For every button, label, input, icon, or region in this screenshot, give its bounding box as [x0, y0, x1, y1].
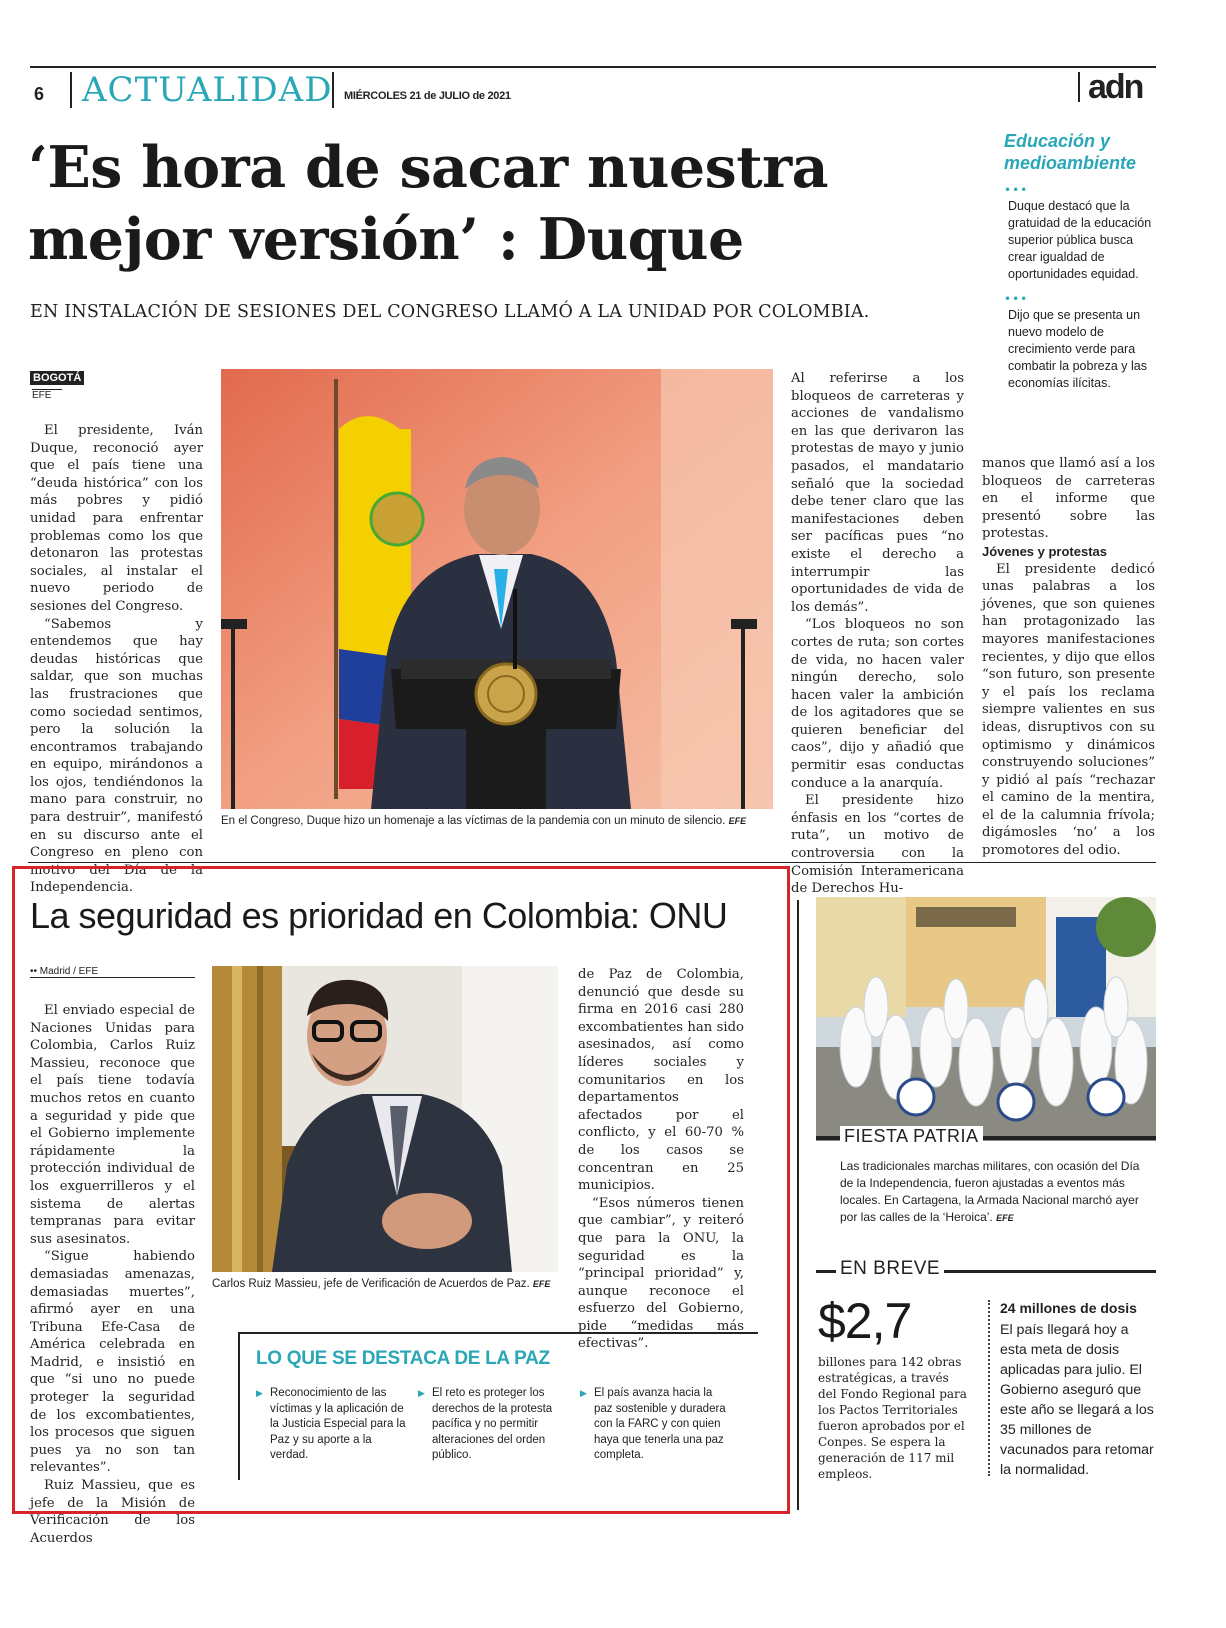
section-title: ACTUALIDAD: [82, 70, 333, 110]
main-article-col-3: [982, 455, 1155, 860]
box-title: LO QUE SE DESTACA DE LA PAZ: [256, 1348, 550, 1369]
triangle-bullet-icon: ▶: [580, 1388, 587, 1398]
bullet-dots-icon: •••: [1004, 183, 1029, 197]
fiesta-photo-illustration: [816, 897, 1156, 1141]
paragraph: de Paz de Colombia, denunció que desde su firma en 2016 casi 280 excombatientes han sido asesinados, así como líderes sociales y comunitarios en los departamentos afectados por el conflicto, y el 60-70 % de los casos se concentran en 25 municipios.: [578, 967, 744, 1194]
sidebar-title: [1004, 130, 1160, 174]
sidebar-item: Dijo que se presenta un nuevo modelo de crecimiento verde para combatir la pobreza y las economías ilícitas.: [1008, 308, 1147, 390]
paragraph: El presidente hizo énfasis en los “cortes de ruta”, un motivo de controversia con la Comisión Interamericana de Derechos Hu-: [791, 793, 964, 897]
headline-line-1: ‘Es hora de sacar nuestra: [28, 134, 829, 201]
fiesta-photo: [816, 897, 1156, 1141]
paragraph: “Sabemos y entendemos que hay deudas históricas que saldar, que son muchas las frustraciones que como sociedad sentimos, pero la solución la encontramos trabajando en equipo, mirándonos a los ojos, tendiéndonos la mano para construir, no para destruir”, manifestó en su discurso ante el Congreso en pleno con motivo del Día de la Independencia.: [30, 616, 203, 896]
section-rule: [28, 862, 1156, 863]
fiesta-caption: [840, 1158, 1140, 1227]
main-article-col-1: [30, 422, 203, 897]
divider: [1078, 72, 1080, 102]
photo-credit: EFE: [996, 1213, 1014, 1223]
sidebar-title-line-1: Educación y: [1004, 131, 1111, 151]
box-item-text: Reconocimiento de las víctimas y la aplicación de la Justicia Especial para la Paz y su aporte a la verdad.: [270, 1387, 406, 1461]
fiesta-label: FIESTA PATRIA: [840, 1126, 983, 1147]
main-article-col-2: [791, 370, 964, 898]
onu-dateline-text: Madrid / EFE: [39, 966, 99, 977]
top-rule: [30, 66, 1156, 68]
paragraph: El presidente dedicó unas palabras a los jóvenes, que son quienes han protagonizado las mayores manifestaciones recientes, y dijo que ellos “son futuro, son presente y el país los reclama siempre valientes en sus ideas, disruptivos con su optimismo y dinámicos construyendo soluciones” y pidió al país “rechazar el camino de la mentira, el de la calumnia frívola; digámosles ‘no’ a los promotores del odio.: [982, 561, 1155, 859]
onu-col-2: [578, 966, 744, 1353]
breve-right-title: 24 millones de dosis: [1000, 1300, 1137, 1316]
box-item-text: El país avanza hacia la paz sostenible y duradera con la FARC y con quien haya que tenerla una paz completa.: [594, 1387, 726, 1461]
headline-line-2: mejor versión’ : Duque: [28, 206, 744, 273]
paragraph: El enviado especial de Naciones Unidas para Colombia, Carlos Ruiz Massieu, reconoce que el país tiene todavía muchos retos en cuanto a seguridad y pide que el Gobierno implemente rápidamente la protección individual de los exguerrilleros y el sistema de alertas tempranas para evitar sus asesinatos.: [30, 1003, 195, 1247]
paragraph: “Sigue habiendo demasiadas amenazas, demasiadas muertes”, afirmó ayer en una Tribuna Efe-Casa de América celebrada en Madrid, e insistió en que “si uno no puede proteger la seguridad de los excombatientes, los procesos que siguen pues ya no son tan relevantes”.: [30, 1249, 195, 1476]
onu-headline: La seguridad es prioridad en Colombia: ONU: [30, 895, 728, 936]
agency-label: EFE: [32, 389, 62, 401]
big-number: $2,7: [818, 1293, 912, 1349]
onu-dateline: [30, 966, 195, 978]
box-item: [580, 1386, 730, 1464]
main-subhead: EN INSTALACIÓN DE SESIONES DEL CONGRESO LLAMÓ A LA UNIDAD POR COLOMBIA.: [30, 302, 870, 322]
paragraph: “Esos números tienen que cambiar”, y reiteró que para la ONU, la seguridad es la “principal prioridad” y, aunque reconoce el esfuerzo del Gobierno, pide “medidas más efectivas”.: [578, 1195, 744, 1352]
massieu-photo-illustration: [212, 966, 558, 1272]
box-item: [418, 1386, 568, 1464]
caption-text: Las tradicionales marchas militares, con ocasión del Día de la Independencia, fueron ajustadas a eventos más locales. En Cartagena, la Armada Nacional marchó ayer por las calles de la ‘Heroica’.: [840, 1159, 1140, 1224]
photo-caption: [221, 815, 773, 827]
triangle-bullet-icon: ▶: [418, 1388, 425, 1398]
paragraph: El presidente, Iván Duque, reconoció ayer que el país tiene una “deuda histórica” con los más pobres y pidió unidad para enfrentar problemas como los que detonaron las protestas sociales, al instalar el nuevo periodo de sesiones del Congreso.: [30, 423, 203, 614]
en-breve-label: EN BREVE: [836, 1258, 944, 1280]
massieu-caption: [212, 1278, 558, 1290]
dateline: BOGOTÁ: [30, 371, 84, 385]
page-number: 6: [34, 84, 45, 104]
date: MIÉRCOLES 21 de JULIO de 2021: [344, 90, 511, 102]
photo-credit: EFE: [728, 816, 747, 826]
box-item: [256, 1386, 406, 1464]
adn-logo: adn: [1088, 68, 1143, 106]
sidebar-education: [1004, 130, 1160, 392]
duque-photo: [221, 369, 773, 809]
dots-icon: ••: [30, 966, 40, 977]
paragraph: manos que llamó así a los bloqueos de carreteras en el informe que presentó sobre las protestas.: [982, 456, 1155, 542]
duque-photo-illustration: [221, 369, 773, 809]
sidebar-item: Duque destacó que la gratuidad de la educación superior pública busca crear igualdad de oportunidades equidad.: [1008, 199, 1152, 281]
caption-text: Carlos Ruiz Massieu, jefe de Verificación de Acuerdos de Paz.: [212, 1278, 530, 1290]
dotted-divider: [988, 1300, 990, 1476]
divider: [70, 72, 72, 108]
sidebar-title-line-2: medioambiente: [1004, 153, 1137, 173]
vertical-divider: [797, 900, 799, 1510]
paragraph: “Los bloqueos no son cortes de ruta; son cortes de vida, no hacen valer ningún derecho, solo hacen valer la ambición de los agitadores que se quieren beneficiar del caos”, dijo y añadió que permitir esas conductas conduce a la anarquía.: [791, 617, 964, 791]
onu-col-1: [30, 1002, 195, 1547]
main-headline: [28, 132, 928, 276]
paragraph: Al referirse a los bloqueos de carreteras y acciones de vandalismo en las que derivaron las protestas de mayo y junio pasados, el mandatario señaló que la sociedad debe tener claro que las manifestaciones deben ser pacíficas pues “no existe el derecho a interrumpir las oportunidades de vida de los demás”.: [791, 371, 964, 615]
caption-text: En el Congreso, Duque hizo un homenaje a las víctimas de la pandemia con un minuto de silencio.: [221, 815, 726, 827]
divider: [332, 72, 334, 108]
breve-right-text: El país llegará hoy a esta meta de dosis aplicadas para julio. El Gobierno aseguró que este año se llegará a los 35 millones de vacunados para retomar la normalidad.: [1000, 1322, 1154, 1478]
breve-left-text: billones para 142 obras estratégicas, a través del Fondo Regional para los Pactos Territoriales fueron aprobados por el Conpes. Se espera la generación de 117 mil empleos.: [818, 1355, 967, 1481]
subhead-jovenes: Jóvenes y protestas: [982, 543, 1108, 559]
massieu-photo: [212, 966, 558, 1272]
paragraph: Ruiz Massieu, que es jefe de la Misión de Verificación de los Acuerdos: [30, 1478, 195, 1546]
box-item-text: El reto es proteger los derechos de la protesta pacífica y no permitir alteraciones del orden público.: [432, 1387, 553, 1461]
bullet-dots-icon: •••: [1004, 292, 1029, 306]
photo-credit: EFE: [532, 1279, 551, 1289]
masthead: [30, 66, 1156, 110]
triangle-bullet-icon: ▶: [256, 1388, 263, 1398]
peace-highlights-box: [238, 1332, 758, 1480]
